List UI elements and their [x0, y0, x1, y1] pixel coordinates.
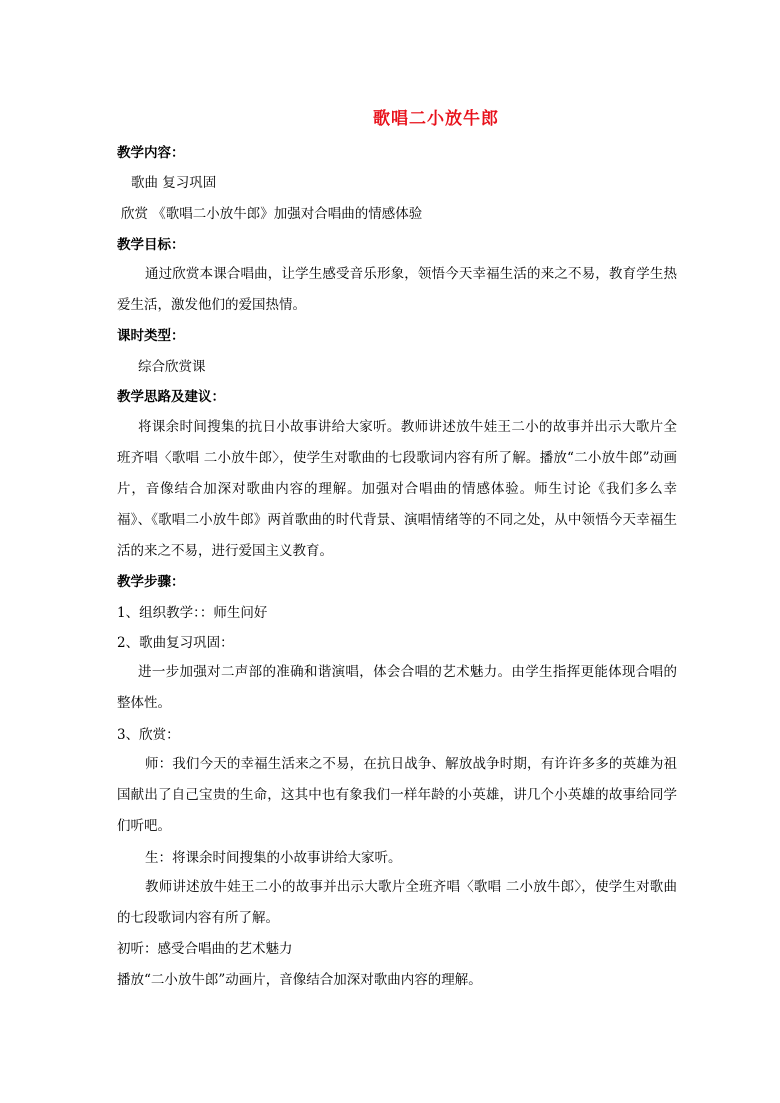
first-listen: 初听：感受合唱曲的艺术魅力	[117, 941, 293, 957]
idea-text: 将课余时间搜集的抗日小故事讲给大家听。教师讲述放牛娃王二小的故事并出示大歌片全班齐唱〈歌唱 二小放牛郎〉，使学生对歌曲的七段歌词内容有所了解。播放“二小放牛郎”动画片，音像结合加深对歌曲内容的理解。加强对合唱曲的情感体验。师生讨论《我们多么幸福》、《歌唱二小放牛郎》两首歌曲的时代背景、演唱情绪等的不同之处，从中领悟今天幸福生活的来之不易，进行爱国主义教育。	[117, 419, 677, 559]
type-heading: 课时类型：	[117, 328, 185, 344]
content-heading: 教学内容：	[117, 145, 185, 161]
content-line-1: 歌曲 复习巩固	[131, 175, 217, 191]
step-1: 1、组织教学：：师生问好	[117, 605, 268, 621]
step-2-text: 进一步加强对二声部的准确和谐演唱，体会合唱的艺术魅力。由学生指挥更能体现合唱的整体性。	[117, 664, 677, 711]
teacher-story: 教师讲述放牛娃王二小的故事并出示大歌片全班齐唱〈歌唱 二小放牛郎〉，使学生对歌曲的七段歌词内容有所了解。	[117, 879, 677, 926]
step-3: 3、欣赏：	[117, 727, 180, 743]
content-line-2: 欣赏 《歌唱二小放牛郎》加强对合唱曲的情感体验	[121, 206, 423, 222]
type-text: 综合欣赏课	[138, 359, 206, 375]
student-text: 生：将课余时间搜集的小故事讲给大家听。	[145, 850, 402, 866]
goal-heading: 教学目标：	[117, 237, 185, 253]
idea-heading: 教学思路及建议：	[117, 389, 225, 405]
step-2: 2、歌曲复习巩固：	[117, 635, 234, 651]
play-text: 播放“二小放牛郎”动画片，音像结合加深对歌曲内容的理解。	[117, 972, 482, 988]
document-title: 歌唱二小放牛郎	[373, 109, 499, 129]
steps-heading: 教学步骤：	[117, 574, 185, 590]
goal-text: 通过欣赏本课合唱曲，让学生感受音乐形象，领悟今天幸福生活的来之不易，教育学生热爱生活，激发他们的爱国热情。	[117, 266, 677, 313]
teacher-text: 师：我们今天的幸福生活来之不易，在抗日战争、解放战争时期，有许许多多的英雄为祖国献出了自己宝贵的生命，这其中也有象我们一样年龄的小英雄，讲几个小英雄的故事给同学们听吧。	[117, 756, 677, 834]
